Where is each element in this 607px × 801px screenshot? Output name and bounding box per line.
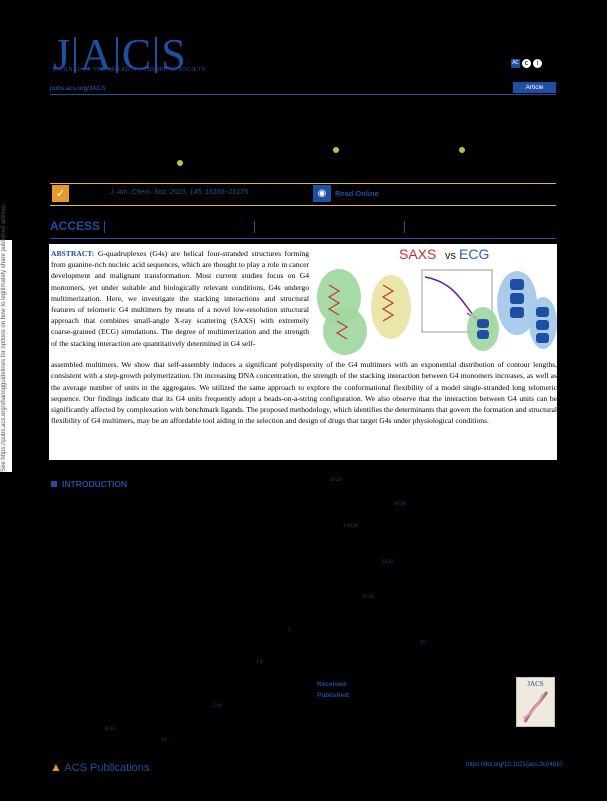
globe-icon[interactable]: ◉ xyxy=(313,185,331,202)
reference-superscript[interactable]: 5 10 xyxy=(213,704,222,709)
logo-letter: S xyxy=(161,30,186,79)
aggregate-ellipse xyxy=(467,307,499,351)
logo-letter: J xyxy=(53,30,71,79)
toc-graphic xyxy=(317,245,557,357)
received-label: Received: xyxy=(317,681,348,688)
reference-superscript[interactable]: 21 22 xyxy=(382,560,394,565)
access-separator xyxy=(404,221,405,233)
cite-this-icon[interactable]: ✓ xyxy=(52,185,69,202)
logo-letter: C xyxy=(121,30,152,79)
citation-text: J. Am. Chem. Soc. 2023, 145, 16166−16175 xyxy=(110,189,249,196)
license-icons xyxy=(511,59,542,68)
abstract-text-lead: ABSTRACT: G-quadruplexes (G4s) are helical four-stranded structures forming from guanine-rich nucleic acid sequences, which are thought to play a role in cancer development and malignant transformation. Most current studies focus on G4 monomers, yet under suitable and biologically relevant conditions, G4s undergo multimerization. Here, we investigate the stacking interactions and structural features of telomeric G4 multimers by means of a novel low-resolution structural approach that combines small-angle X-ray scattering (SAXS) with extremely coarse-grained (ECG) simulations. The degree of multimerization and the strength of the stacking interaction are quantitatively determined in G4 self- xyxy=(51,249,309,348)
acs-authorchoice-icon: AC xyxy=(512,60,519,66)
reference-superscript[interactable]: 25 xyxy=(420,641,425,646)
figure-title-saxs: SAXS xyxy=(399,246,437,262)
aggregate-ellipse xyxy=(371,275,411,339)
read-online-link[interactable]: Read Online xyxy=(335,189,379,198)
published-label: Published: xyxy=(317,692,351,699)
logo-letter: A xyxy=(80,30,112,79)
journal-subtitle: JOURNAL OF THE AMERICAN CHEMICAL SOCIETY xyxy=(52,67,206,73)
sharing-guidelines-note: See https://pubs.acs.org/sharingguidelines for options on how to legitimately share published articles. xyxy=(0,240,12,472)
orcid-icon[interactable] xyxy=(459,147,465,153)
by-icon: i xyxy=(533,59,542,68)
reference-superscript[interactable]: 16 18 xyxy=(394,502,406,507)
orcid-icon[interactable] xyxy=(177,160,183,166)
access-label: ACCESS xyxy=(50,219,101,233)
section-marker xyxy=(51,481,57,487)
reference-superscript[interactable]: 1 4 xyxy=(256,660,263,665)
journal-url-link[interactable]: pubs.acs.org/JACS xyxy=(50,85,106,92)
cover-title: JACS xyxy=(527,680,544,688)
doi-link[interactable]: https://doi.org/10.1021/jacs.3c04810 xyxy=(466,762,563,768)
abstract-text-continued: assembled multimers. We show that self-assembly induces a significant polydispersity of the G4 multimers with an exponential distribution of contour lengths, consistent with a step-growth polymerization. On increasing DNA concentration, the strength of the stacking interaction between G4 monomers increases, as well as the average number of units in the aggregates. We utilized the same approach to explore the conformational flexibility of a model single-stranded long telomeric sequence. Our findings indicate that its G4 units frequently adopt a beads-on-a-string configuration. We also observe that the interaction between G4 units can be significantly affected by complexation with benchmark ligands. The proposed methodology, which identifies the determinants that govern the formation and structural flexibility of G4 multimers, may be an affordable tool aiding in the selection and design of drugs that target G4s under physiological conditions. xyxy=(51,360,557,426)
acs-logo-icon: ▲ xyxy=(50,760,62,774)
section-heading-introduction: INTRODUCTION xyxy=(62,479,128,489)
figure-title-ecg: ECG xyxy=(459,246,490,262)
access-divider xyxy=(50,238,556,239)
reference-superscript[interactable]: 1 19 20 xyxy=(343,524,358,529)
reference-superscript[interactable]: 19 23 xyxy=(330,478,342,483)
cover-art xyxy=(517,688,554,724)
journal-cover-thumbnail xyxy=(516,677,555,727)
reference-superscript[interactable]: 14 xyxy=(161,738,166,743)
orcid-icon[interactable] xyxy=(333,147,339,153)
access-separator xyxy=(254,221,255,233)
reference-superscript[interactable]: 11 13 xyxy=(104,727,116,732)
aggregate-ellipse xyxy=(323,307,367,355)
reference-superscript[interactable]: 3 xyxy=(288,628,291,633)
reference-superscript[interactable]: 23 24 xyxy=(362,595,374,600)
figure-title-vs: vs xyxy=(445,250,456,262)
abstract-label: ABSTRACT: xyxy=(51,249,95,258)
cc-icon: c xyxy=(522,59,531,68)
access-separator xyxy=(104,221,105,233)
article-type-badge: Article xyxy=(513,82,556,93)
header-divider xyxy=(50,94,556,95)
acs-publications-logo[interactable]: ▲ ACS Publications xyxy=(50,760,150,774)
